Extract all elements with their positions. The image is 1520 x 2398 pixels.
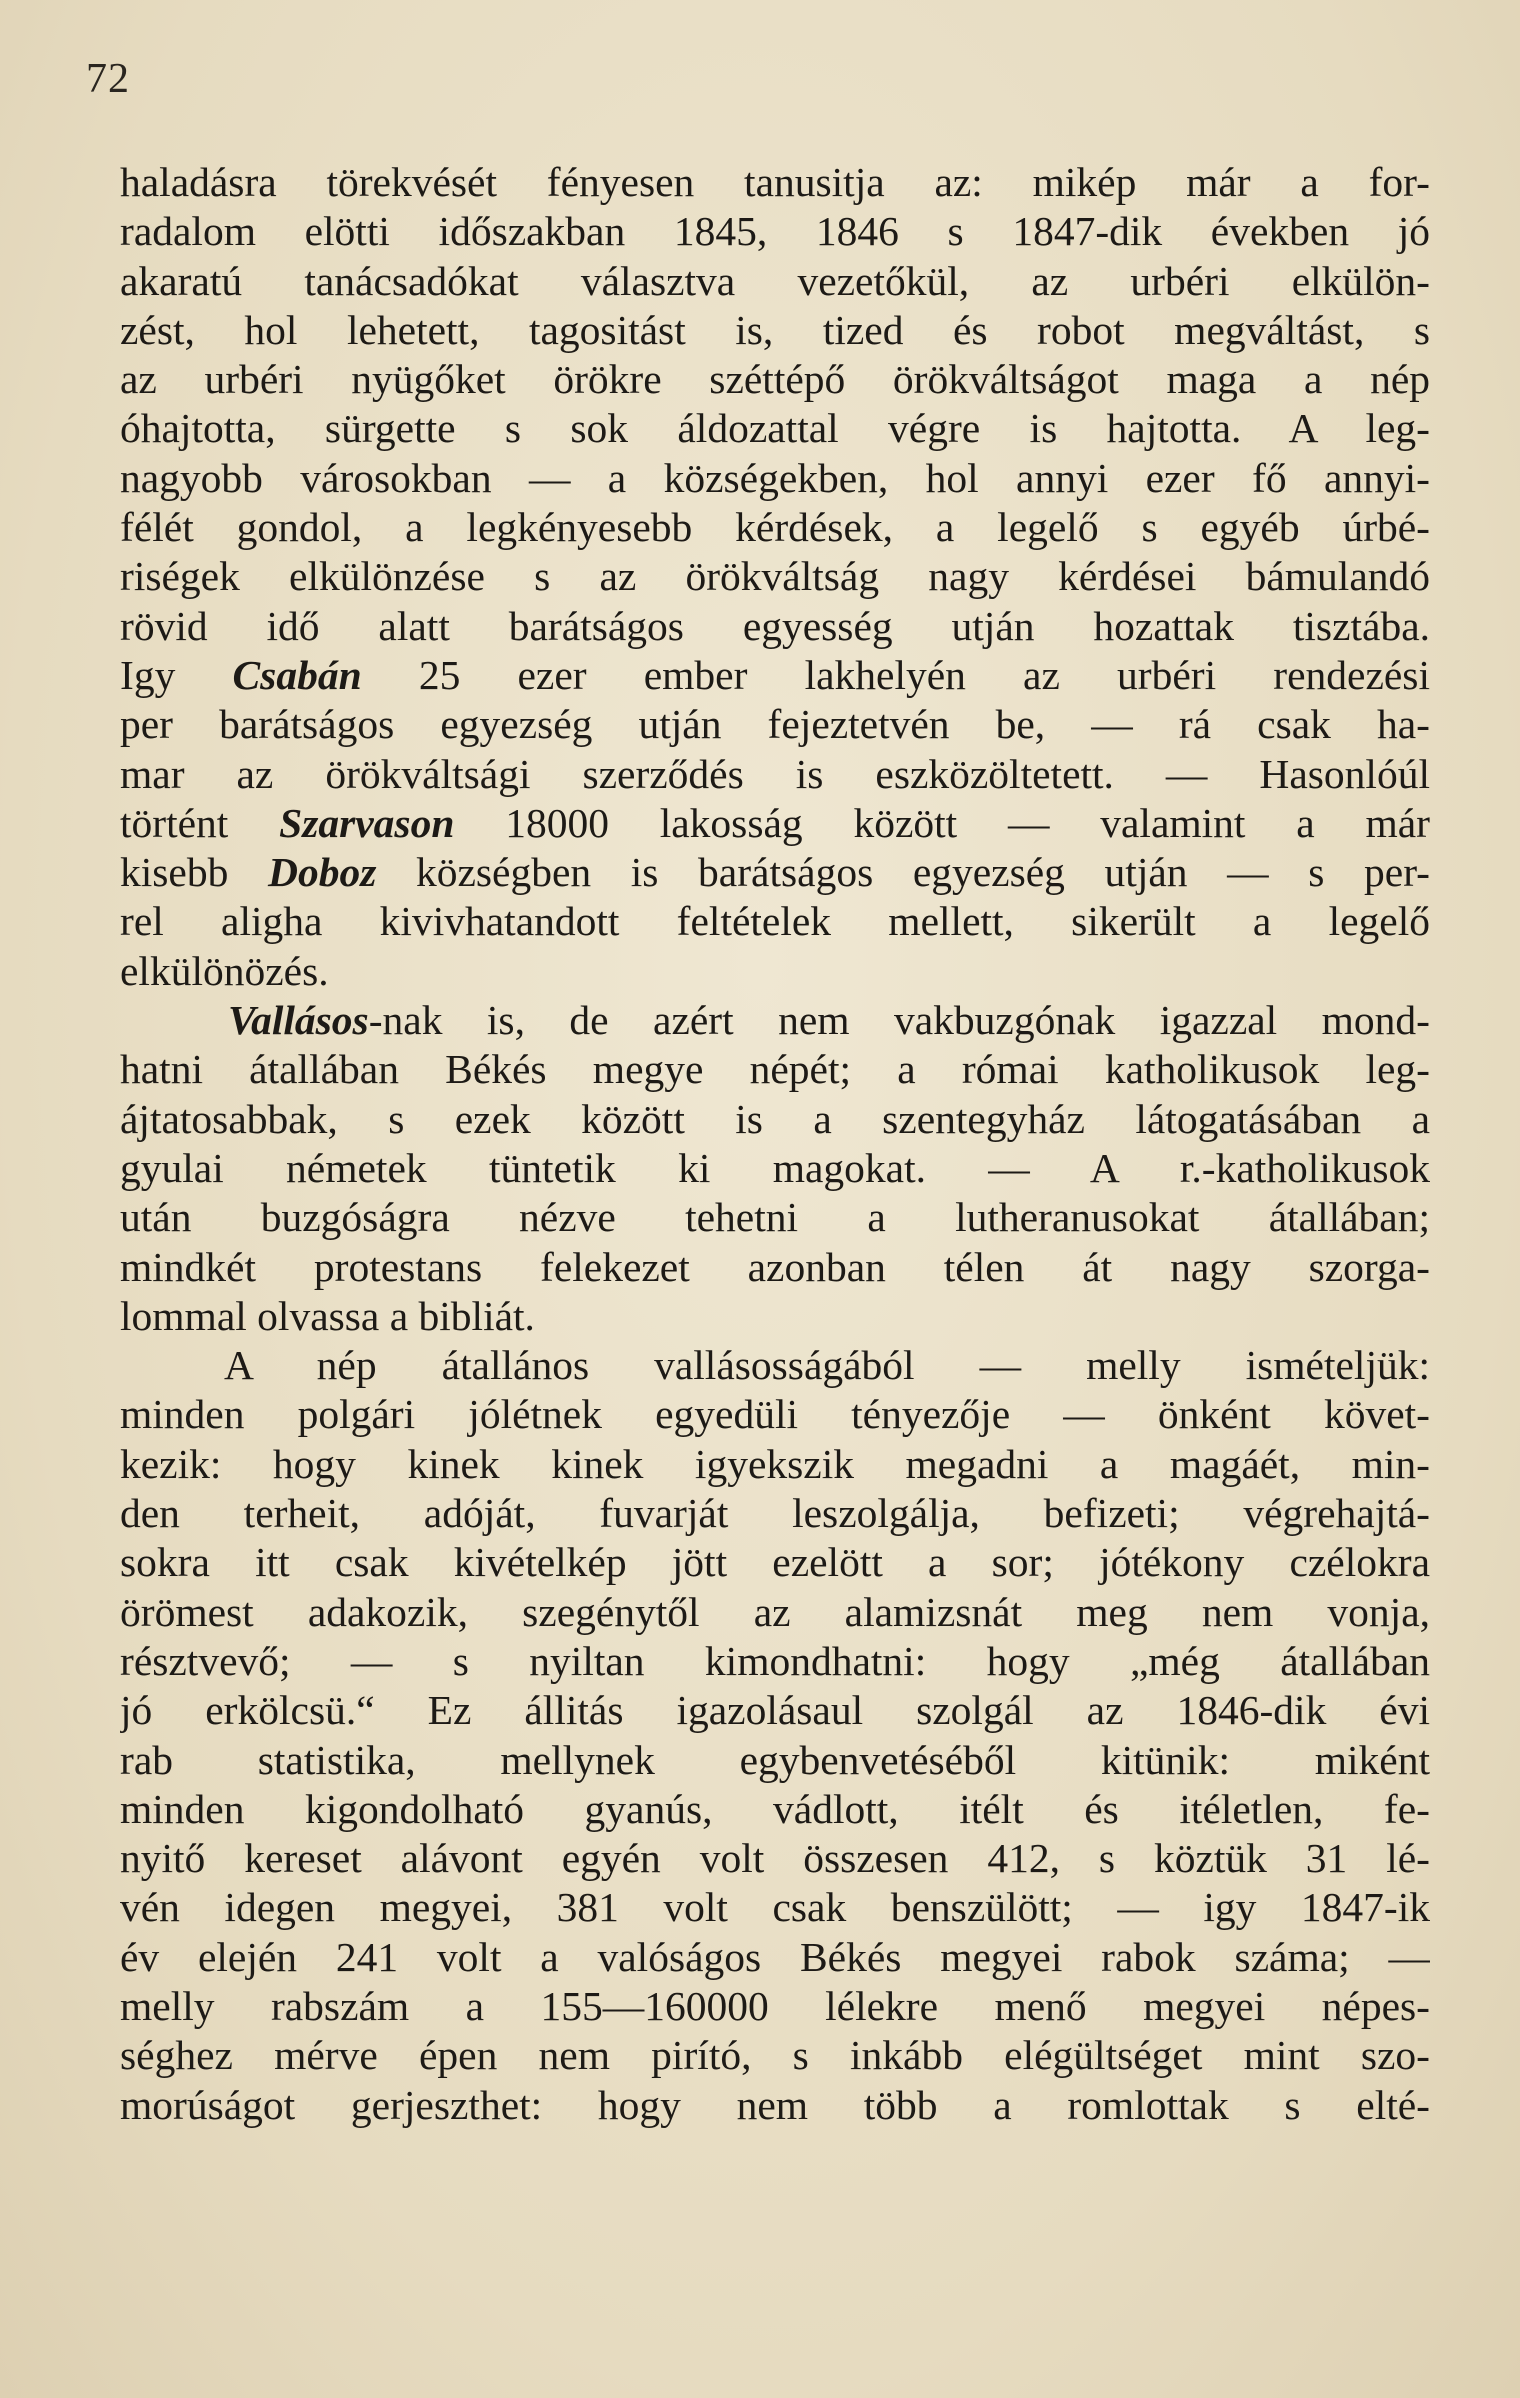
line-text: zést, hol lehetett, tagositást is, tized és robot megváltást, s <box>120 306 1430 353</box>
line-text: év elején 241 volt a valóságos Békés megyei rabok száma; — <box>120 1933 1430 1980</box>
text-line <box>120 1736 1430 1785</box>
text-line <box>120 651 1430 700</box>
line-text: sokra itt csak kivételkép jött ezelött a sor; jótékony czélokra <box>120 1539 1430 1586</box>
line-text: az urbéri nyügőket örökre széttépő örökváltságot maga a nép <box>120 356 1430 403</box>
body-text <box>120 158 1430 2130</box>
line-text: kezik: hogy kinek kinek igyekszik megadni a magáét, min- <box>120 1440 1430 1487</box>
line-text: jó erkölcsü.“ Ez állitás igazolásaul szolgál az 1846-dik évi <box>120 1687 1430 1734</box>
text-line <box>120 1193 1430 1242</box>
text-line <box>120 947 1430 996</box>
line-text: mar az örökváltsági szerződés is eszközöltetett. — Hasonlóúl <box>120 750 1430 797</box>
text-line <box>120 207 1430 256</box>
text-line <box>120 355 1430 404</box>
text-line <box>120 1243 1430 1292</box>
line-text: morúságot gerjeszthet: hogy nem több a romlottak s elté- <box>120 2081 1430 2128</box>
line-text: községben is barátságos egyezség utján — s per- <box>376 849 1430 896</box>
line-text: -nak is, de azért nem vakbuzgónak igazzal mond- <box>368 997 1430 1044</box>
line-text: radalom elötti időszakban 1845, 1846 s 1847-dik években jó <box>120 208 1430 255</box>
line-text: per barátságos egyezség utján fejeztetvén be, — rá csak ha- <box>120 701 1430 748</box>
text-line <box>120 306 1430 355</box>
text-line <box>120 1933 1430 1982</box>
text-line <box>120 1045 1430 1094</box>
text-line <box>120 1785 1430 1834</box>
line-text: 25 ezer ember lakhelyén az urbéri rendezési <box>361 651 1430 698</box>
line-text: mindkét protestans felekezet azonban télen át nagy szorga- <box>120 1243 1430 1290</box>
text-line <box>120 1588 1430 1637</box>
text-line <box>120 2081 1430 2130</box>
line-text: rel aligha kivivhatandott feltételek mellett, sikerült a legelő <box>120 898 1430 945</box>
text-line <box>120 404 1430 453</box>
text-line <box>120 2031 1430 2080</box>
line-text: történt <box>120 799 280 846</box>
text-line <box>120 1489 1430 1538</box>
text-line <box>120 848 1430 897</box>
line-text: riségek elkülönzése s az örökváltság nagy kérdései bámulandó <box>120 553 1430 600</box>
text-line <box>120 1440 1430 1489</box>
line-text: után buzgóságra nézve tehetni a lutheranusokat átallában; <box>120 1194 1430 1241</box>
text-line <box>120 1095 1430 1144</box>
text-line <box>120 552 1430 601</box>
text-line <box>120 602 1430 651</box>
italic-place-name: Szarvason <box>279 799 455 846</box>
text-line <box>120 1834 1430 1883</box>
line-text: minden polgári jólétnek egyedüli tényezője — önként követ- <box>120 1391 1430 1438</box>
text-line <box>120 1144 1430 1193</box>
line-text: hatni átallában Békés megye népét; a római katholikusok leg- <box>120 1046 1430 1093</box>
italic-place-name: Vallásos <box>228 997 369 1044</box>
line-text: melly rabszám a 155—160000 lélekre menő megyei népes- <box>120 1982 1430 2029</box>
line-text: ájtatosabbak, s ezek között is a szentegyház látogatásában a <box>120 1095 1430 1142</box>
text-line <box>120 1637 1430 1686</box>
line-text: A nép átallános vallásosságából — melly ismételjük: <box>224 1342 1430 1389</box>
line-text: haladásra törekvését fényesen tanusitja az: mikép már a for- <box>120 159 1430 205</box>
line-text: Igy <box>120 651 233 698</box>
italic-place-name: Doboz <box>267 849 377 896</box>
text-line <box>120 750 1430 799</box>
text-line <box>120 158 1430 207</box>
line-text: minden kigondolható gyanús, vádlott, itélt és itéletlen, fe- <box>120 1785 1430 1832</box>
text-line <box>120 799 1430 848</box>
line-text: óhajtotta, sürgette s sok áldozattal végre is hajtotta. A leg- <box>120 405 1430 452</box>
line-text: elkülönözés. <box>120 947 329 994</box>
line-text: rab statistika, mellynek egybenvetéséből kitünik: miként <box>120 1736 1430 1783</box>
text-line <box>120 1390 1430 1439</box>
italic-place-name: Csabán <box>232 651 362 698</box>
line-text: akaratú tanácsadókat választva vezetőkül, az urbéri elkülön- <box>120 257 1430 304</box>
text-line <box>120 1883 1430 1932</box>
page-number: 72 <box>86 56 130 102</box>
line-text: nyitő kereset alávont egyén volt összesen 412, s köztük 31 lé- <box>120 1835 1430 1882</box>
text-line <box>120 897 1430 946</box>
line-text: 18000 lakosság között — valamint a már <box>454 799 1430 846</box>
line-text: gyulai németek tüntetik ki magokat. — A r.-katholikusok <box>120 1144 1430 1191</box>
line-text: lommal olvassa a bibliát. <box>120 1292 535 1339</box>
line-text: nagyobb városokban — a községekben, hol annyi ezer fő annyi- <box>120 454 1430 501</box>
line-text: kisebb <box>120 849 268 896</box>
text-line <box>120 1292 1430 1341</box>
text-line <box>120 1982 1430 2031</box>
text-line <box>120 1538 1430 1587</box>
line-text: résztvevő; — s nyiltan kimondhatni: hogy „még átallában <box>120 1637 1430 1684</box>
text-line <box>120 1686 1430 1735</box>
line-text: séghez mérve épen nem pirító, s inkább elégültséget mint szo- <box>120 2032 1430 2079</box>
text-line <box>120 996 1430 1045</box>
text-line <box>120 257 1430 306</box>
line-text: den terheit, adóját, fuvarját leszolgálja, befizeti; végrehajtá- <box>120 1490 1430 1537</box>
line-text: örömest adakozik, szegénytől az alamizsnát meg nem vonja, <box>120 1588 1430 1635</box>
line-text: rövid idő alatt barátságos egyesség utján hozattak tisztába. <box>120 602 1430 649</box>
text-line <box>120 1341 1430 1390</box>
text-line <box>120 503 1430 552</box>
line-text: félét gondol, a legkényesebb kérdések, a legelő s egyéb úrbé- <box>120 504 1430 551</box>
text-line <box>120 700 1430 749</box>
text-line <box>120 454 1430 503</box>
line-text: vén idegen megyei, 381 volt csak benszülött; — igy 1847-ik <box>120 1884 1430 1931</box>
